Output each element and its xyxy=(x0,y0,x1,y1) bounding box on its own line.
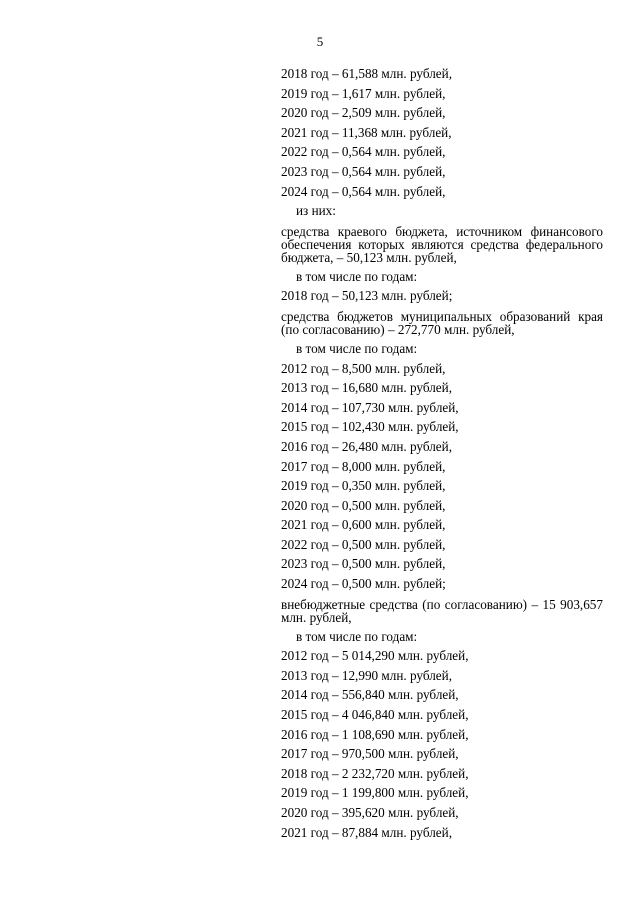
year-line: 2024 год – 0,564 млн. рублей, xyxy=(281,183,446,199)
year-line: 2014 год – 107,730 млн. рублей, xyxy=(281,399,459,415)
extrabudgetary-paragraph: внебюджетные средства (по согласованию) – 15 903,657 млн. рублей, xyxy=(281,596,603,625)
by-years-label: в том числе по годам: xyxy=(296,268,418,284)
funding-text xyxy=(281,64,603,842)
year-line: 2014 год – 556,840 млн. рублей, xyxy=(281,687,459,703)
year-line: 2023 год – 0,564 млн. рублей, xyxy=(281,163,446,179)
year-line: 2016 год – 26,480 млн. рублей, xyxy=(281,438,453,454)
year-line: 2024 год – 0,500 млн. рублей; xyxy=(281,576,446,592)
regional-budget-paragraph: средства краевого бюджета, источником финансового обеспечения которых являются средства федерального бюджета, – 50,123 млн. рублей, xyxy=(281,223,603,265)
year-line: 2018 год – 50,123 млн. рублей; xyxy=(281,288,453,304)
by-years-label: в том числе по годам: xyxy=(296,628,418,644)
page-number: 5 xyxy=(316,34,324,49)
year-line: 2017 год – 970,500 млн. рублей, xyxy=(281,746,459,762)
year-line: 2012 год – 5 014,290 млн. рублей, xyxy=(281,648,469,664)
year-line: 2021 год – 87,884 млн. рублей, xyxy=(281,824,453,840)
municipal-budget-paragraph: средства бюджетов муниципальных образований края (по согласованию) – 272,770 млн. рублей, xyxy=(281,308,603,337)
year-line: 2018 год – 61,588 млн. рублей, xyxy=(281,66,453,81)
year-line: 2019 год – 0,350 млн. рублей, xyxy=(281,478,446,494)
year-line: 2019 год – 1 199,800 млн. рублей, xyxy=(281,785,469,801)
year-line: 2013 год – 12,990 млн. рублей, xyxy=(281,667,453,683)
year-line: 2019 год – 1,617 млн. рублей, xyxy=(281,85,446,101)
year-line: 2021 год – 0,600 млн. рублей, xyxy=(281,517,446,533)
year-line: 2015 год – 102,430 млн. рублей, xyxy=(281,419,459,435)
year-line: 2013 год – 16,680 млн. рублей, xyxy=(281,380,453,396)
year-line: 2022 год – 0,500 млн. рублей, xyxy=(281,536,446,552)
year-line: 2017 год – 8,000 млн. рублей, xyxy=(281,458,446,474)
year-line: 2023 год – 0,500 млн. рублей, xyxy=(281,556,446,572)
year-line: 2012 год – 8,500 млн. рублей, xyxy=(281,360,446,376)
year-line: 2018 год – 2 232,720 млн. рублей, xyxy=(281,765,469,781)
year-line: 2020 год – 395,620 млн. рублей, xyxy=(281,805,459,820)
year-line: 2020 год – 0,500 млн. рублей, xyxy=(281,497,446,513)
by-years-label: в том числе по годам: xyxy=(296,340,418,356)
year-line: 2020 год – 2,509 млн. рублей, xyxy=(281,105,446,121)
of-which-label: из них: xyxy=(296,203,336,219)
year-line: 2021 год – 11,368 млн. рублей, xyxy=(281,124,452,140)
year-line: 2016 год – 1 108,690 млн. рублей, xyxy=(281,726,469,742)
year-line: 2022 год – 0,564 млн. рублей, xyxy=(281,144,446,160)
year-line: 2015 год – 4 046,840 млн. рублей, xyxy=(281,707,469,723)
